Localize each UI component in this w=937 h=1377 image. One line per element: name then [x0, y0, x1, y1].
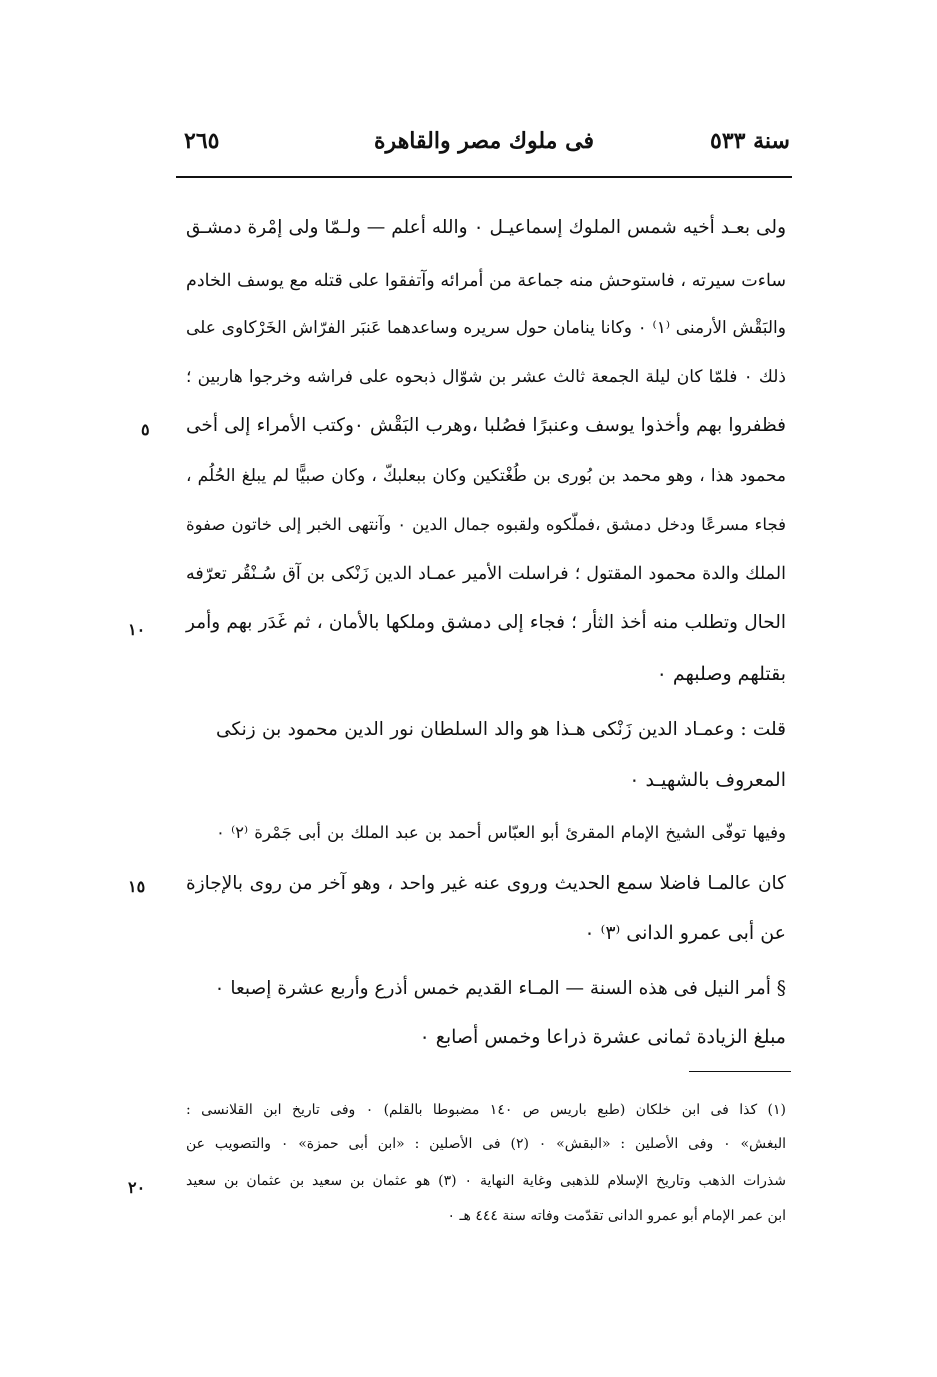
body-line: الحال وتطلب منه أخذ الثأر ؛ فجاء إلى دمشق وملكها بالأمان ، ثم غَدَر بهم وأمر	[186, 612, 786, 633]
footnote-line: ابن عمر الإمام أبو عمرو الدانى تقدّمت وفاته سنة ٤٤٤ هـ ٠	[447, 1208, 786, 1224]
header-rule	[176, 176, 792, 178]
footnote-rule	[689, 1071, 791, 1072]
body-line: ولى بعـد أخيه شمس الملوك إسماعيـل ٠ والله أعلم — ولـمّا ولى إمْرة دمشـق	[186, 217, 787, 238]
body-line: كان عالمـا فاضلا سمع الحديث وروى عنه غير واحد ، وهو آخر من روى بالإجازة	[186, 873, 786, 894]
header-title: فى ملوك مصر والقاهرة	[374, 128, 594, 154]
margin-line-number: ٢٠	[128, 1178, 146, 1197]
body-line: مبلغ الزيادة ثمانى عشرة ذراعا وخمس أصابع ٠	[419, 1026, 786, 1048]
margin-line-number: ١٥	[128, 877, 146, 896]
body-line: قلت : وعمـاد الدين زَنْكى هـذا هو والد السلطان نور الدين محمود بن زنكى	[216, 719, 786, 740]
footnote-line: شذرات الذهب وتاريخ الإسلام للذهبى وغاية النهاية ٠ (٣) هو عثمان بن سعيد بن عثمان بن سعيد	[186, 1173, 786, 1189]
header-page-number: ٢٦٥	[184, 128, 220, 154]
body-line: § أمر النيل فى هذه السنة — المـاء القديم خمس أذرع وأربع عشرة إصبعا ٠	[214, 978, 786, 999]
page-header	[178, 128, 790, 168]
body-line: والبَقْش الأرمنى ⁽١⁾ ٠ وكانا ينامان حول سريره وساعدهما عَنبَر الفرّاش الخَرْكاوى على	[186, 318, 786, 338]
body-line: فجاء مسرعًا ودخل دمشق ،فملّكوه ولقبوه جمال الدين ٠ وآنتهى الخبر إلى خاتون صفوة	[186, 515, 786, 534]
body-line: فظفروا بهم وأخذوا يوسف وعنبرًا فصُلبا ،وهرب البَقْش ٠وكتب الأمراء إلى أخى	[186, 415, 786, 436]
body-line: محمود هذا ، وهو محمد بن بُورى بن طُغْتكين وكان ببعلبكّ ، وكان صبيًّا لم يبلغ الحُلُم ،	[186, 466, 786, 486]
margin-line-number: ١٠	[128, 620, 146, 639]
body-line: عن أبى عمرو الدانى ⁽٣⁾ ٠	[584, 922, 786, 944]
header-year: سنة ٥٣٣	[710, 128, 790, 154]
footnote-line: البغش» ٠ وفى الأصلين : «البقش» ٠ (٢) فى الأصلين : «ابن أبى حمزة» ٠ والتصويب عن	[186, 1136, 786, 1152]
body-line: ساءت سيرته ، فاستوحش منه جماعة من أمرائه وآتفقوا على قتله مع يوسف الخادم	[186, 271, 786, 291]
body-line: ذلك ٠ فلمّا كان ليلة الجمعة ثالث عشر بن شوّال ذبحوه على فراشه وخرجوا هاربين ؛	[186, 367, 786, 387]
body-line: بقتلهم وصلبهم ٠	[656, 663, 786, 685]
body-line: المعروف بالشهيـد ٠	[629, 769, 786, 791]
body-line: وفيها توفّى الشيخ الإمام المقرئ أبو العبّاس أحمد بن عبد الملك بن أبى جَمْرة ⁽٢⁾ ٠	[216, 823, 786, 842]
margin-line-number: ٥	[141, 420, 150, 439]
body-line: الملك والدة محمود المقتول ؛ فراسلت الأمير عمـاد الدين زَنْكى بن آق سُـنْقُر تعرّفه	[186, 564, 786, 584]
footnote-line: (١) كذا فى ابن خلكان (طبع باريس ص ١٤٠ مضبوطا بالقلم) ٠ وفى تاريخ ابن القلانسى :	[186, 1102, 787, 1118]
